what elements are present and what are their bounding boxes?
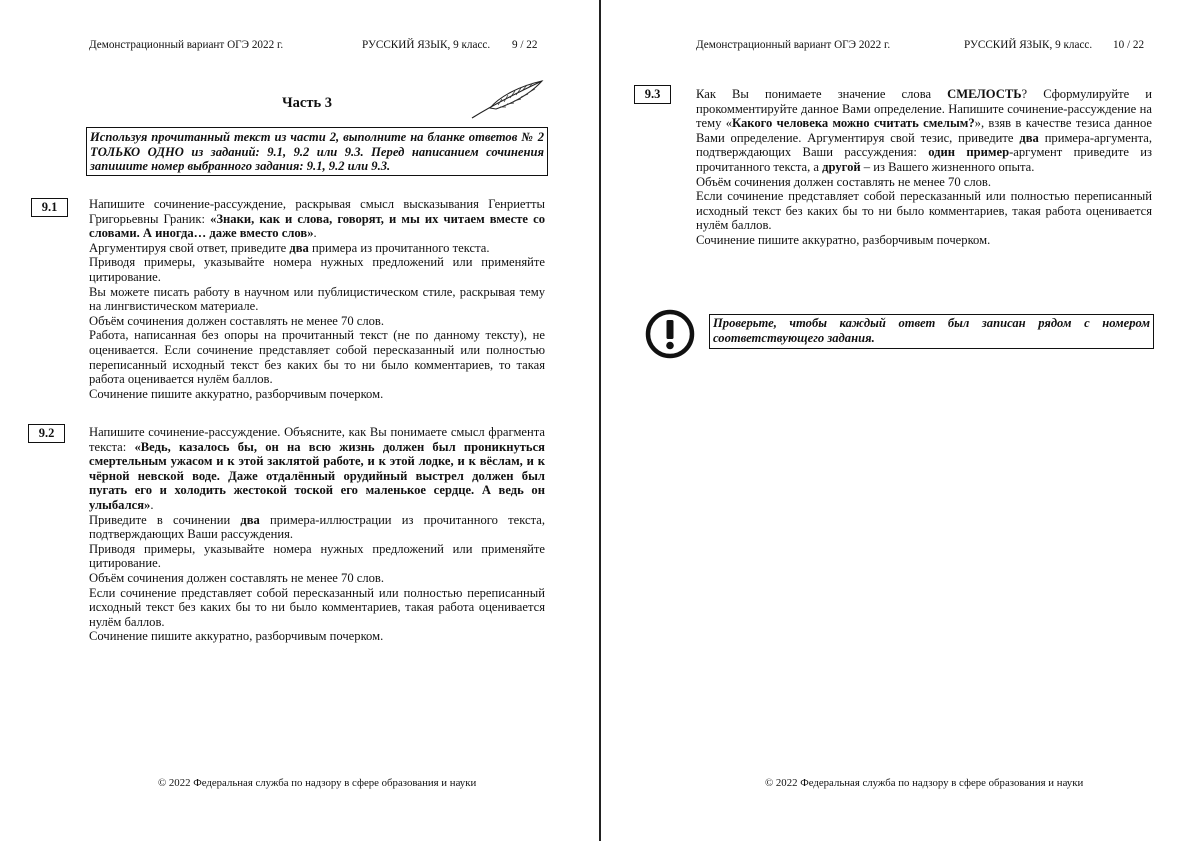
task-9-1-length: Объём сочинения должен составлять не менее 70 слов. (89, 313, 385, 328)
task-9-1-handwriting: Сочинение пишите аккуратно, разборчивым почерком. (89, 386, 384, 401)
task-9-3-scoring: Если сочинение представляет собой пересказанный или полностью переписанный исходный текст без каких бы то ни было комментариев, такая работа оценивается нулём баллов. (696, 189, 1152, 233)
task-9-2-length: Объём сочинения должен составлять не менее 70 слов. (89, 570, 385, 585)
header-page-number: 9 / 22 (512, 39, 538, 51)
task-9-1 (89, 197, 545, 401)
header-title: Демонстрационный вариант ОГЭ 2022 г. (89, 39, 284, 51)
task-9-2-statement: Напишите сочинение-рассуждение. Объясните, как Вы понимаете смысл фрагмента текста: «Ведь, казалось бы, он на всю жизнь должен был проникнуться смертельным ужасом и к этой заклятой работе, и к этой лодке, и к вёслам, и к чёрной невской воде. Даже отдалённый орудийный выстрел должен был пугать его и холодить жестокой тоской его маленькое сердце. А ведь он улыбался». (89, 425, 545, 512)
task-9-3 (696, 87, 1152, 248)
task-9-3-length: Объём сочинения должен составлять не менее 70 слов. (696, 174, 992, 189)
task-9-3-statement: Как Вы понимаете значение слова СМЕЛОСТЬ? Сформулируйте и прокомментируйте данное Вами определение. Напишите сочинение-рассуждение на тему «Какого человека можно считать смелым?», взяв в качестве тезиса данное Вами определение. Аргументируя свой тезис, приведите два примера-аргумента, подтверждающих Ваши рассуждения: один пример-аргумент приведите из прочитанного текста, а другой – из Вашего жизненного опыта. (696, 87, 1153, 174)
warning-box: Проверьте, чтобы каждый ответ был записан рядом с номером соответствующего задания. (709, 314, 1154, 349)
task-number-9-3: 9.3 (634, 85, 671, 104)
footer-copyright: © 2022 Федеральная служба по надзору в сфере образования и науки (765, 777, 1084, 789)
task-9-1-statement: Напишите сочинение-рассуждение, раскрывая смысл высказывания Генриетты Григорьевны Граник: «Знаки, как и слова, говорят, и мы их читаем вместе со словами. А иногда… даже вместо слов». (89, 197, 545, 241)
task-9-2-examples: Приводя примеры, указывайте номера нужных предложений или применяйте цитирование. (89, 541, 545, 571)
task-9-3-handwriting: Сочинение пишите аккуратно, разборчивым почерком. (696, 232, 991, 247)
feather-pen-icon (470, 78, 546, 120)
task-9-2-argument: Приведите в сочинении два примера-иллюстрации из прочитанного текста, подтверждающих Ваши рассуждения. (89, 512, 545, 542)
header-title: Демонстрационный вариант ОГЭ 2022 г. (696, 39, 891, 51)
task-9-1-examples: Приводя примеры, указывайте номера нужных предложений или применяйте цитирование. (89, 255, 545, 284)
task-9-1-argument: Аргументируя свой ответ, приведите два примера из прочитанного текста. (89, 240, 490, 255)
header-subject: РУССКИЙ ЯЗЫК, 9 класс. (362, 39, 491, 51)
footer-copyright: © 2022 Федеральная служба по надзору в сфере образования и науки (158, 777, 477, 789)
exclamation-warning-icon (645, 309, 695, 359)
task-number-9-1: 9.1 (31, 198, 68, 217)
part-title: Часть 3 (282, 95, 332, 111)
task-9-1-scoring: Работа, написанная без опоры на прочитанный текст (не по данному тексту), не оценивается. Если сочинение представляет собой пересказанный или полностью переписанный исходный текст без каких бы то ни было комментариев, то такая работа оценивается нулём баллов. (89, 328, 545, 387)
task-number-9-2: 9.2 (28, 424, 65, 443)
page-10 (601, 0, 1200, 841)
task-9-1-style: Вы можете писать работу в научном или публицистическом стиле, раскрывая тему на лингвистическом материале. (89, 284, 545, 314)
header-subject: РУССКИЙ ЯЗЫК, 9 класс. (964, 39, 1093, 51)
task-9-2-handwriting: Сочинение пишите аккуратно, разборчивым почерком. (89, 629, 384, 644)
instructions-box: Используя прочитанный текст из части 2, выполните на бланке ответов № 2 ТОЛЬКО ОДНО из заданий: 9.1, 9.2 или 9.3. Перед написанием сочинения запишите номер выбранного задания: 9.1, 9.2 или 9.3. (86, 127, 548, 176)
page-9 (0, 0, 599, 841)
header-page-number: 10 / 22 (1113, 39, 1145, 51)
task-9-2-scoring: Если сочинение представляет собой пересказанный или полностью переписанный исходный текст без каких бы то ни было комментариев, такая работа оценивается нулём баллов. (89, 585, 545, 629)
task-9-2 (89, 425, 545, 644)
